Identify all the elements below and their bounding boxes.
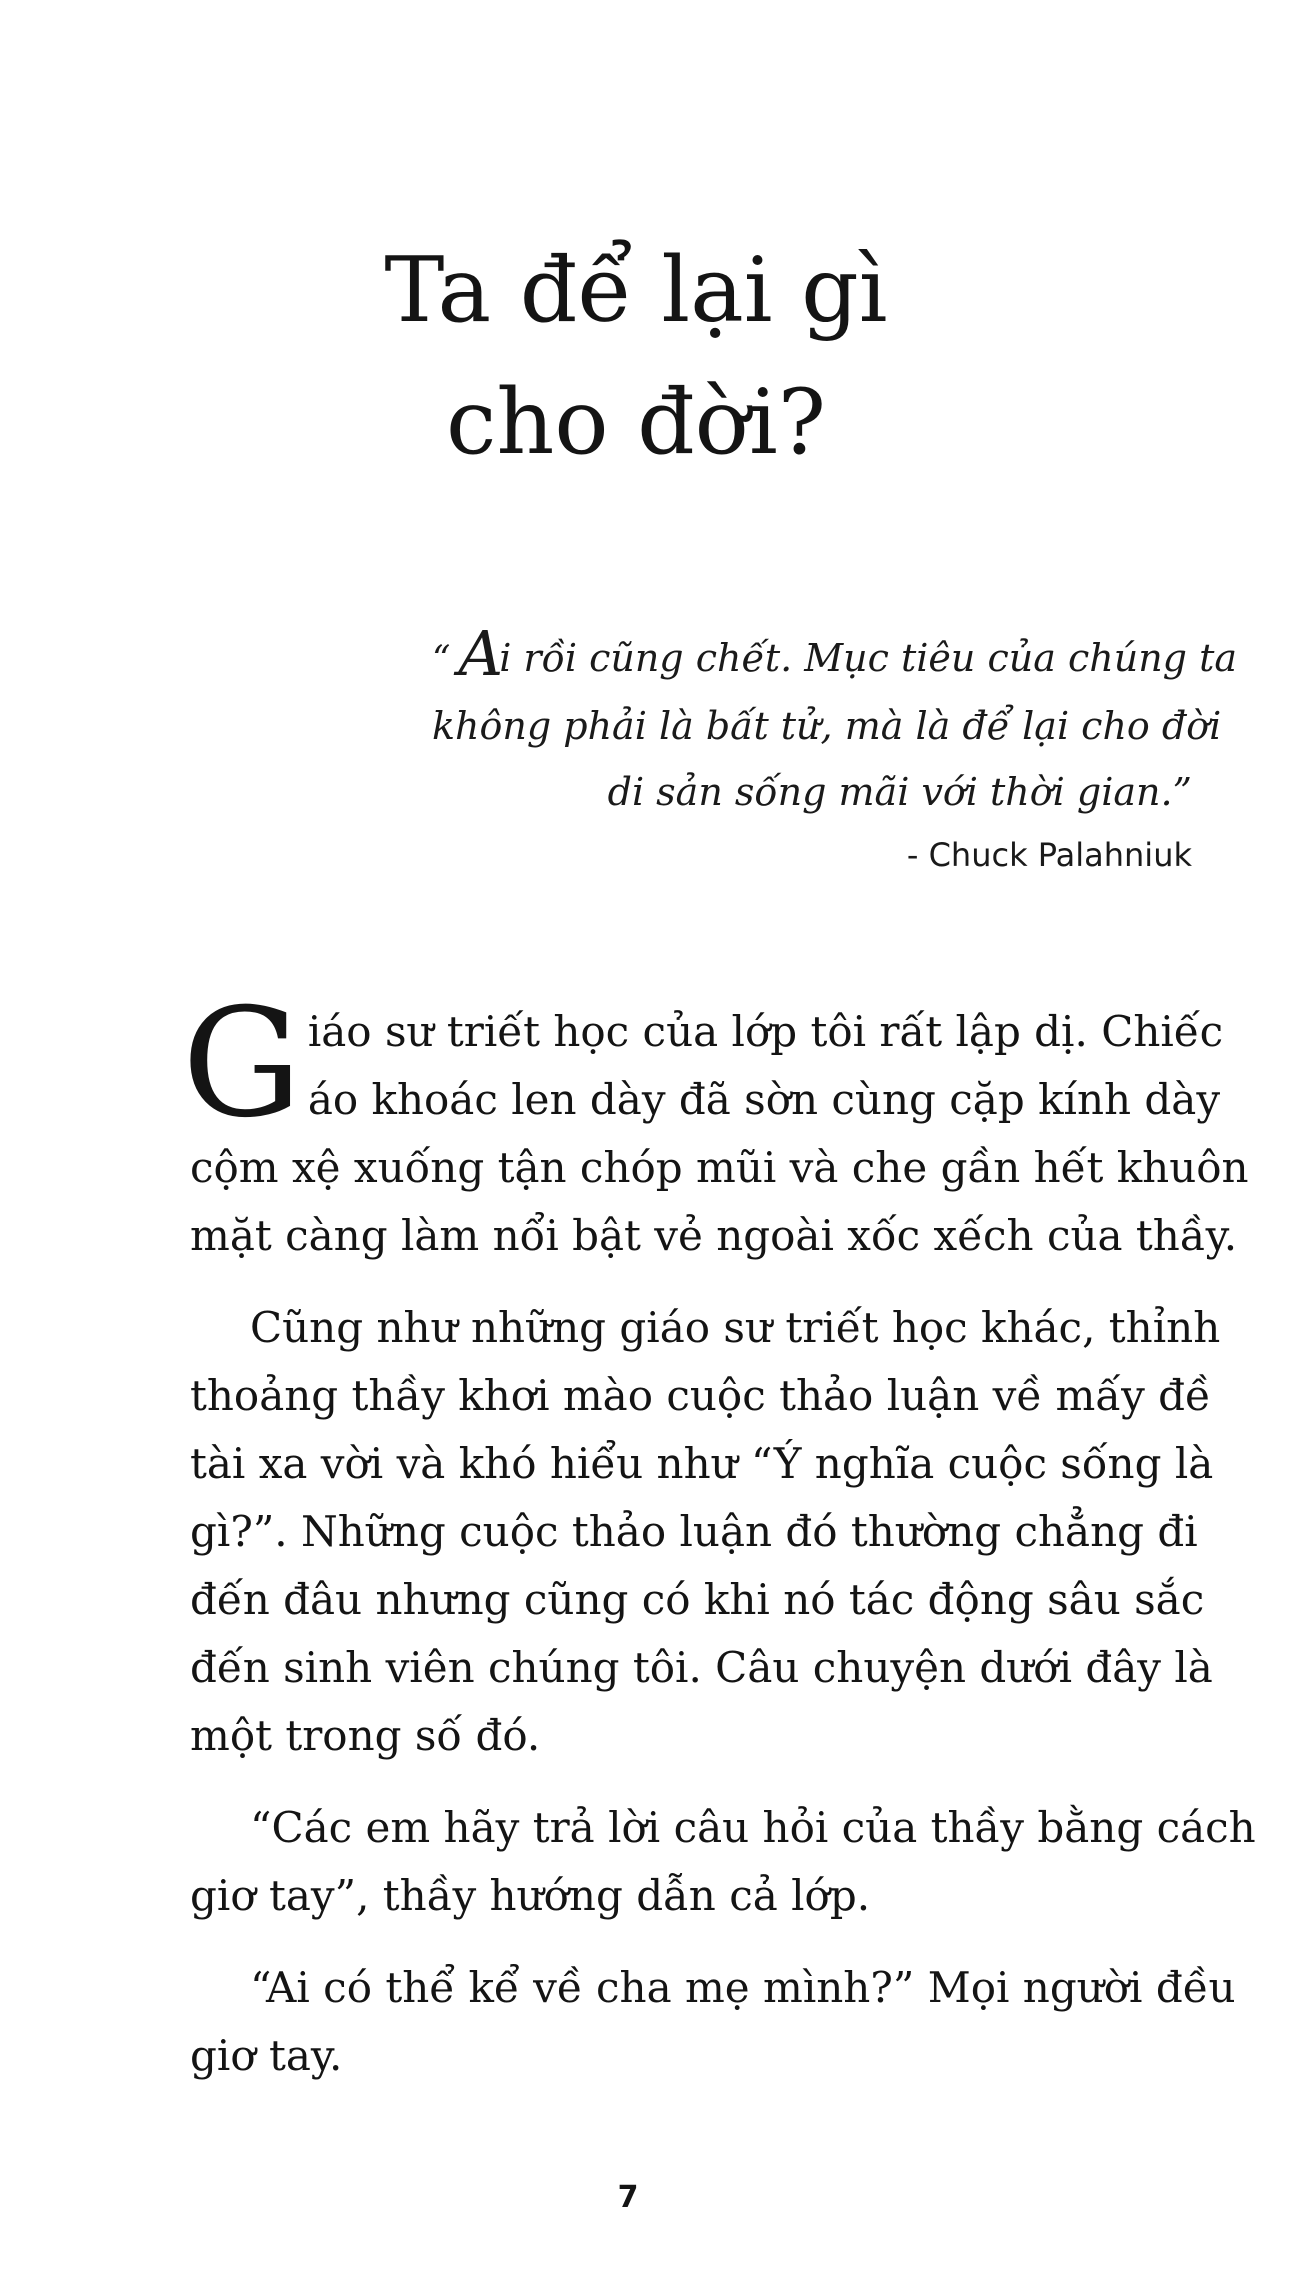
- paragraph-1: [182, 977, 1249, 1270]
- paragraph-4: [190, 1954, 1236, 2090]
- epigraph-line-1-text: i rồi cũng chết. Mục tiêu của chúng ta: [499, 636, 1237, 680]
- chapter-title-line-1: Ta để lại gì: [384, 238, 888, 343]
- paragraph-1-line-4: mặt càng làm nổi bật vẻ ngoài xốc xếch của thầy.: [190, 1211, 1238, 1260]
- paragraph-2: [190, 1294, 1221, 1770]
- paragraph-1-line-1: iáo sư triết học của lớp tôi rất lập dị. Chiếc: [307, 1007, 1224, 1056]
- body-text: [182, 977, 1256, 2114]
- epigraph-quote: [432, 617, 1237, 883]
- paragraph-2-line-4: gì?”. Những cuộc thảo luận đó thường chẳng đi: [190, 1507, 1198, 1556]
- paragraph-4-line-1: “Ai có thể kể về cha mẹ mình?” Mọi người đều: [250, 1963, 1236, 2012]
- epigraph-open-quote: “: [432, 639, 451, 680]
- epigraph-swash-initial: A: [458, 617, 504, 690]
- paragraph-2-line-2: thoảng thầy khơi mào cuộc thảo luận về mấy đề: [190, 1371, 1211, 1420]
- epigraph-line-3: di sản sống mãi với thời gian.”: [607, 770, 1192, 814]
- paragraph-1-line-3: cộm xệ xuống tận chóp mũi và che gần hết khuôn: [190, 1143, 1249, 1192]
- paragraph-2-line-7: một trong số đó.: [190, 1711, 541, 1760]
- chapter-title-line-2: cho đời?: [446, 370, 826, 475]
- drop-cap: G: [182, 977, 302, 1151]
- paragraph-1-line-2: áo khoác len dày đã sờn cùng cặp kính dày: [307, 1075, 1221, 1124]
- paragraph-2-line-5: đến đâu nhưng cũng có khi nó tác động sâu sắc: [190, 1575, 1205, 1624]
- paragraph-3-line-2: giơ tay”, thầy hướng dẫn cả lớp.: [190, 1871, 871, 1920]
- epigraph-author: - Chuck Palahniuk: [906, 836, 1192, 874]
- paragraph-2-line-3: tài xa vời và khó hiểu như “Ý nghĩa cuộc sống là: [190, 1439, 1214, 1488]
- page-number: 7: [617, 2180, 639, 2215]
- chapter-title: [0, 225, 1312, 489]
- paragraph-3: [190, 1794, 1256, 1930]
- paragraph-3-line-1: “Các em hãy trả lời câu hỏi của thầy bằng cách: [250, 1803, 1256, 1852]
- paragraph-2-line-1: Cũng như những giáo sư triết học khác, thỉnh: [250, 1303, 1221, 1352]
- epigraph-line-2: không phải là bất tử, mà là để lại cho đời: [432, 704, 1222, 748]
- paragraph-4-line-2: giơ tay.: [190, 2031, 343, 2080]
- epigraph-line-1: [432, 617, 1237, 693]
- paragraph-2-line-6: đến sinh viên chúng tôi. Câu chuyện dưới đây là: [190, 1643, 1213, 1692]
